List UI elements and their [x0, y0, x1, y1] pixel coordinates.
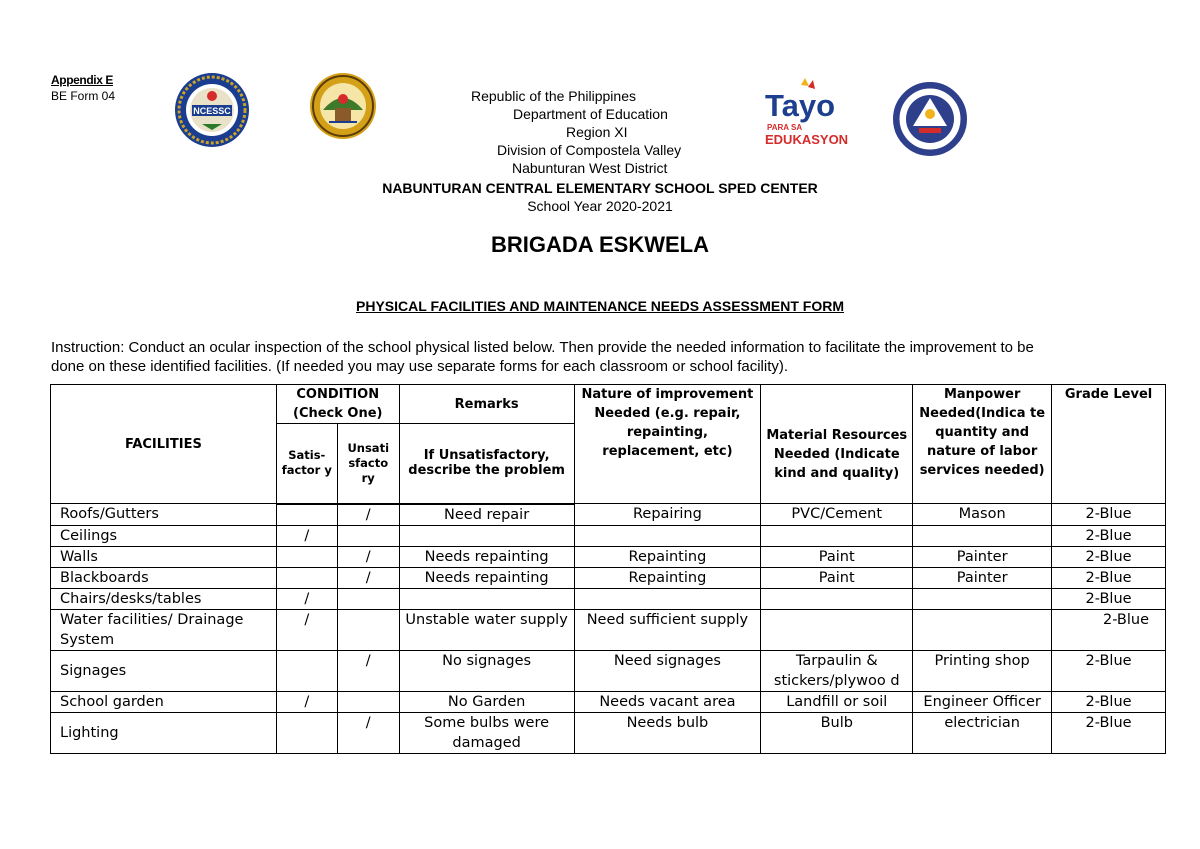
cell-nature	[574, 588, 761, 609]
header-remarks: Remarks	[399, 385, 574, 424]
cell-unsatisfactory: /	[337, 650, 399, 691]
cell-nature	[574, 525, 761, 546]
cell-grade: 2-Blue	[1052, 609, 1166, 650]
cell-unsatisfactory: /	[337, 504, 399, 526]
table-row	[51, 525, 1166, 546]
header-material: Material Resources Needed (Indicate kind and quality)	[761, 385, 913, 504]
cell-satisfactory: /	[276, 525, 337, 546]
cell-manpower: Painter	[913, 567, 1052, 588]
form-subtitle: PHYSICAL FACILITIES AND MAINTENANCE NEEDS ASSESSMENT FORM	[356, 298, 844, 314]
cell-facility: Water facilities/ Drainage System	[51, 609, 277, 650]
page-title: BRIGADA ESKWELA	[491, 232, 709, 257]
cell-manpower	[913, 525, 1052, 546]
instruction-text	[51, 338, 1161, 376]
header-grade: Grade Level	[1052, 385, 1166, 504]
cell-manpower: Painter	[913, 546, 1052, 567]
cell-manpower: Mason	[913, 504, 1052, 526]
table-row	[51, 650, 1166, 691]
cell-grade: 2-Blue	[1052, 546, 1166, 567]
cell-unsatisfactory	[337, 609, 399, 650]
cell-manpower	[913, 609, 1052, 650]
cell-unsatisfactory: /	[337, 567, 399, 588]
cell-material: Paint	[761, 567, 913, 588]
cell-remarks: Some bulbs were damaged	[399, 712, 574, 753]
header-satisfactory: Satis- factor y	[276, 424, 337, 504]
cell-facility: Chairs/desks/tables	[51, 588, 277, 609]
header-remarks-sub: If Unsatisfactory, describe the problem	[399, 424, 574, 504]
table-row	[51, 567, 1166, 588]
header-division: Division of Compostela Valley	[497, 142, 682, 158]
tayo-sub2: EDUKASYON	[765, 132, 849, 147]
cell-grade: 2-Blue	[1052, 691, 1166, 712]
cell-material: Bulb	[761, 712, 913, 753]
cell-nature: Repairing	[574, 504, 761, 526]
cell-satisfactory: /	[276, 609, 337, 650]
cell-facility: Ceilings	[51, 525, 277, 546]
cell-remarks	[399, 525, 574, 546]
cell-satisfactory	[276, 712, 337, 753]
header-nature: Nature of improvement Needed (e.g. repair, repainting, replacement, etc)	[574, 385, 761, 504]
table-row	[51, 691, 1166, 712]
appendix-label	[51, 72, 115, 104]
cell-satisfactory: /	[276, 691, 337, 712]
cell-material	[761, 588, 913, 609]
cell-unsatisfactory: /	[337, 546, 399, 567]
cell-remarks: No Garden	[399, 691, 574, 712]
cell-facility: Lighting	[51, 712, 277, 753]
cell-nature: Need signages	[574, 650, 761, 691]
cell-grade: 2-Blue	[1052, 525, 1166, 546]
cell-satisfactory	[276, 546, 337, 567]
cell-grade: 2-Blue	[1052, 504, 1166, 526]
school-name: NABUNTURAN CENTRAL ELEMENTARY SCHOOL SPED CENTER	[382, 180, 818, 196]
cell-nature: Needs bulb	[574, 712, 761, 753]
cell-facility: Signages	[51, 650, 277, 691]
cell-facility: Roofs/Gutters	[51, 504, 277, 526]
cell-remarks: Need repair	[399, 504, 574, 526]
header-facilities: FACILITIES	[51, 385, 277, 504]
table-row	[51, 712, 1166, 753]
instruction-part1: Instruction: Conduct an ocular inspection of the school physical listed below. Then provide the needed information to facilitate the improvement to be	[51, 339, 1034, 356]
division-seal-icon	[309, 72, 377, 140]
header-manpower: Manpower Needed(Indica te quantity and nature of labor services needed)	[913, 385, 1052, 504]
cell-material: PVC/Cement	[761, 504, 913, 526]
cell-manpower: Engineer Officer	[913, 691, 1052, 712]
assessment-table	[50, 384, 1166, 754]
cell-unsatisfactory	[337, 525, 399, 546]
cell-material	[761, 525, 913, 546]
cell-grade: 2-Blue	[1052, 588, 1166, 609]
deped-seal-icon	[893, 82, 967, 156]
cell-facility: Blackboards	[51, 567, 277, 588]
header-district: Nabunturan West District	[512, 160, 668, 176]
cell-satisfactory	[276, 504, 337, 526]
form-number: BE Form 04	[51, 89, 116, 103]
cell-nature: Repainting	[574, 546, 761, 567]
header-region: Region XI	[566, 124, 628, 140]
cell-manpower	[913, 588, 1052, 609]
cell-material: Landfill or soil	[761, 691, 913, 712]
header-republic: Republic of the Philippines	[471, 88, 636, 104]
table-row	[51, 588, 1166, 609]
table-row	[51, 546, 1166, 567]
cell-unsatisfactory: /	[337, 712, 399, 753]
cell-facility: School garden	[51, 691, 277, 712]
cell-nature: Needs vacant area	[574, 691, 761, 712]
cell-material: Paint	[761, 546, 913, 567]
table-row	[51, 609, 1166, 650]
header-department: Department of Education	[513, 106, 668, 122]
ncessc-seal-text: NCESSC	[193, 106, 231, 116]
tayo-logo-icon	[763, 76, 849, 148]
cell-grade: 2-Blue	[1052, 650, 1166, 691]
cell-manpower: Printing shop	[913, 650, 1052, 691]
cell-grade: 2-Blue	[1052, 567, 1166, 588]
cell-satisfactory: /	[276, 588, 337, 609]
cell-remarks: Unstable water supply	[399, 609, 574, 650]
tayo-text: Tayo	[765, 88, 836, 123]
cell-satisfactory	[276, 650, 337, 691]
cell-unsatisfactory	[337, 691, 399, 712]
cell-material: Tarpaulin & stickers/plywoo d	[761, 650, 913, 691]
cell-remarks: No signages	[399, 650, 574, 691]
cell-nature: Need sufficient supply	[574, 609, 761, 650]
header-unsatisfactory: Unsati sfacto ry	[337, 424, 399, 504]
school-year: School Year 2020-2021	[527, 198, 673, 214]
cell-remarks	[399, 588, 574, 609]
header-condition: CONDITION (Check One)	[276, 385, 399, 424]
cell-satisfactory	[276, 567, 337, 588]
cell-nature: Repainting	[574, 567, 761, 588]
ncessc-seal-icon	[174, 72, 250, 148]
tayo-sub1: PARA SA	[767, 123, 803, 132]
cell-remarks: Needs repainting	[399, 567, 574, 588]
instruction-part2: done on these identified facilities. (If needed you may use separate forms for each classroom or school facility).	[51, 358, 789, 375]
cell-unsatisfactory	[337, 588, 399, 609]
table-row	[51, 504, 1166, 526]
appendix-title: Appendix E	[51, 73, 114, 87]
cell-material	[761, 609, 913, 650]
cell-grade: 2-Blue	[1052, 712, 1166, 753]
cell-facility: Walls	[51, 546, 277, 567]
cell-manpower: electrician	[913, 712, 1052, 753]
cell-remarks: Needs repainting	[399, 546, 574, 567]
